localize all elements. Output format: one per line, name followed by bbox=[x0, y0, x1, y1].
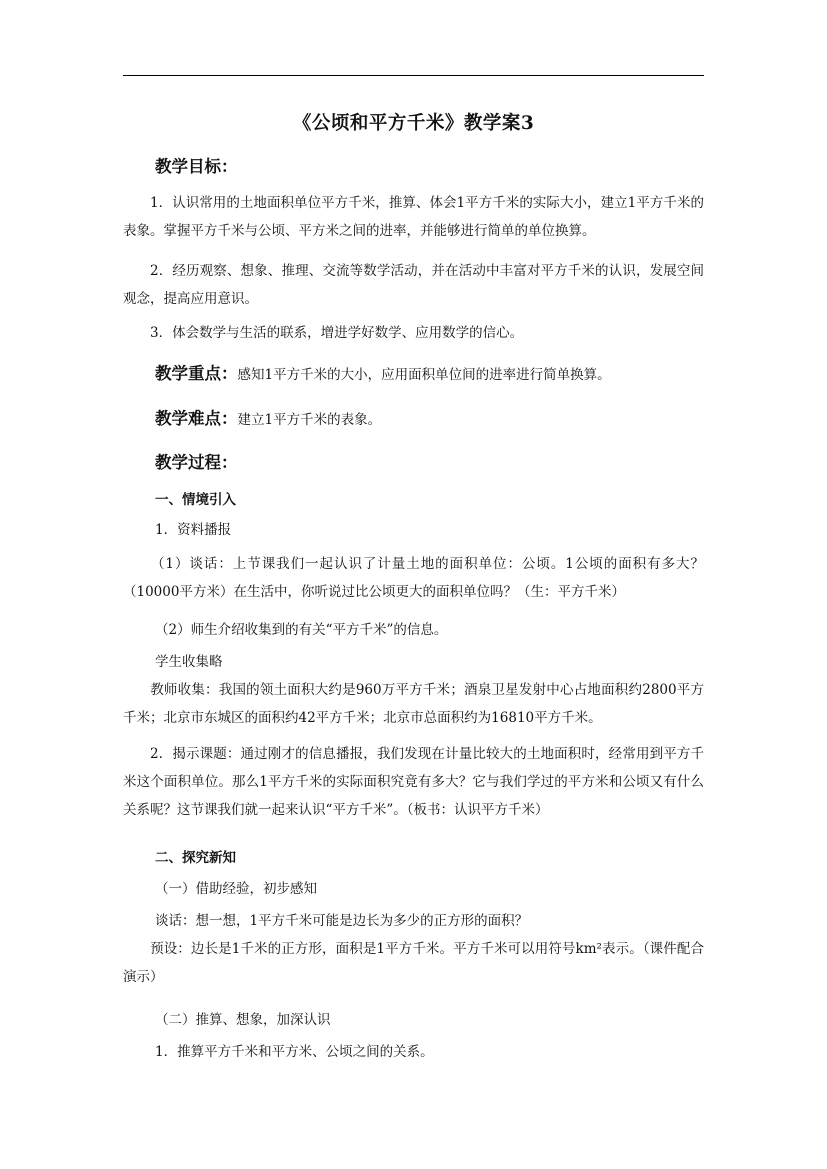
difficulty-text: 建立1平方千米的表象。 bbox=[237, 412, 382, 428]
section1-title: 一、情境引入 bbox=[155, 492, 236, 508]
s1-paragraph-4 bbox=[123, 676, 704, 732]
objective-3 bbox=[123, 319, 704, 347]
difficulty-label: 教学难点： bbox=[155, 409, 238, 428]
s1-paragraph-3: 学生收集略 bbox=[155, 654, 223, 670]
document-title: 《公顷和平方千米》教学案3 bbox=[292, 113, 535, 134]
objective-3-text: 3．体会数学与生活的联系，增进学好数学、应用数学的信心。 bbox=[150, 325, 524, 341]
objective-2 bbox=[123, 257, 704, 313]
key-point-text: 感知1平方千米的大小，应用面积单位间的进率进行简单换算。 bbox=[237, 367, 611, 383]
s1-paragraph-2: （2）师生介绍收集到的有关“平方千米”的信息。 bbox=[155, 622, 448, 638]
s1-paragraph-4-text: 教师收集：我国的领土面积大约是960万平方千米；酒泉卫星发射中心占地面积约2800平方千米；北京市东城区的面积约42平方千米；北京市总面积约为16810平方千米。 bbox=[123, 682, 704, 726]
objectives-heading: 教学目标： bbox=[155, 157, 238, 176]
s1-paragraph-1-text: （1）谈话：上节课我们一起认识了计量土地的面积单位：公顷。1公顷的面积有多大？（10000平方米）在生活中，你听说过比公顷更大的面积单位吗？（生：平方千米） bbox=[123, 556, 704, 600]
s2-paragraph-3 bbox=[123, 935, 704, 991]
s1-paragraph-5-text: 2．揭示课题：通过刚才的信息播报，我们发现在计量比较大的土地面积时，经常用到平方千米这个面积单位。那么1平方千米的实际面积究竟有多大？它与我们学过的平方米和公顷又有什么关系呢？这节课我们就一起来认识“平方千米”。（板书：认识平方千米） bbox=[123, 746, 704, 818]
objective-2-text: 2．经历观察、想象、推理、交流等数学活动，并在活动中丰富对平方千米的认识，发展空间观念，提高应用意识。 bbox=[123, 263, 704, 307]
header-rule bbox=[123, 75, 704, 76]
process-heading: 教学过程： bbox=[155, 453, 238, 472]
key-point-label: 教学重点： bbox=[155, 364, 238, 383]
objective-1-text: 1．认识常用的土地面积单位平方千米，推算、体会1平方千米的实际大小，建立1平方千米的表象。掌握平方千米与公顷、平方米之间的进率，并能够进行简单的单位换算。 bbox=[123, 195, 704, 239]
s1-paragraph-1 bbox=[123, 550, 704, 606]
objective-1 bbox=[123, 189, 704, 245]
s2-paragraph-5: 1．推算平方千米和平方米、公顷之间的关系。 bbox=[155, 1044, 434, 1060]
s2-paragraph-3-text: 预设：边长是1千米的正方形，面积是1平方千米。平方千米可以用符号km²表示。（课件配合演示） bbox=[123, 941, 704, 985]
s2-paragraph-1: （一）借助经验，初步感知 bbox=[155, 881, 317, 897]
section2-title: 二、探究新知 bbox=[155, 850, 236, 866]
s1-paragraph-5 bbox=[123, 740, 704, 824]
key-point bbox=[155, 360, 611, 384]
s2-paragraph-4: （二）推算、想象，加深认识 bbox=[155, 1012, 331, 1028]
s2-paragraph-2: 谈话：想一想，1平方千米可能是边长为多少的正方形的面积？ bbox=[155, 913, 529, 929]
s1-item1: 1．资料播报 bbox=[155, 522, 232, 538]
difficulty bbox=[155, 405, 381, 429]
